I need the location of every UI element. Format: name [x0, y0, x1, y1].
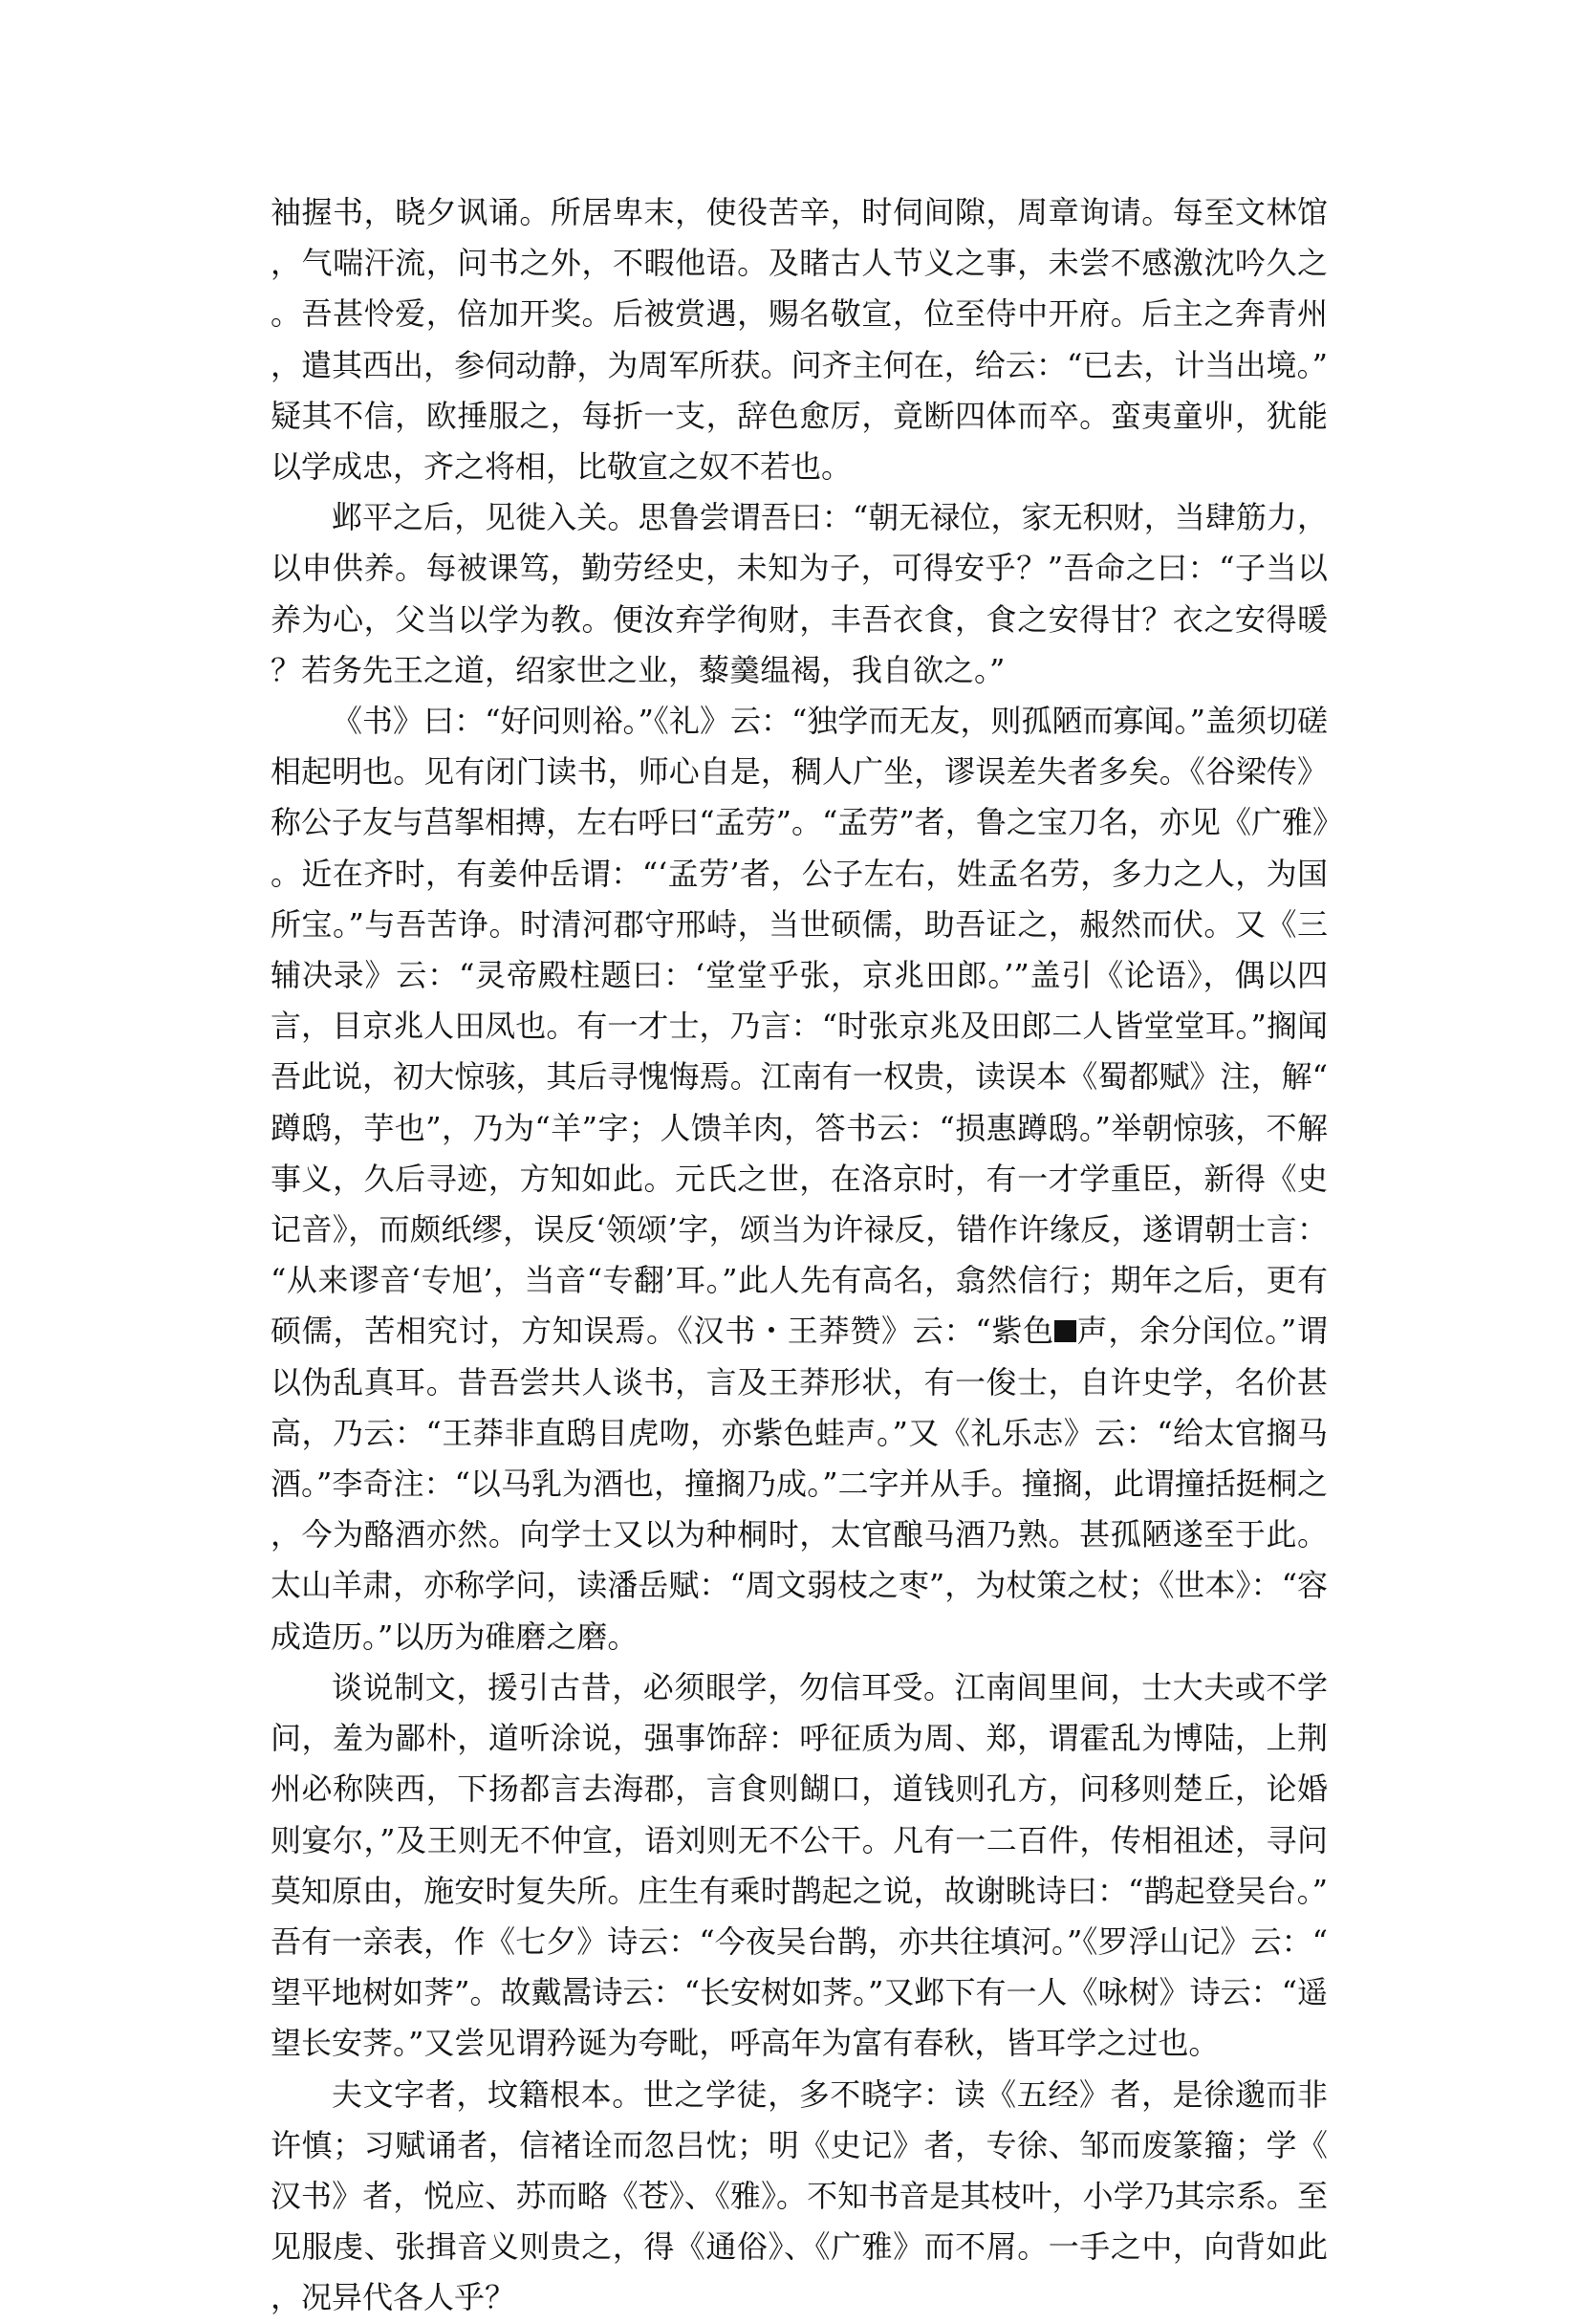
paragraph-1: 袖握书，晓夕讽诵。所居卑末，使役苦辛，时伺间隙，周章询请。每至文林馆，气喘汗流，问书之外，不暇他语。及睹古人节义之事，未尝不感激沈吟久之。吾甚怜爱，倍加开奖。后被赏遇，赐名敬宣，位至侍中开府。后主之奔青州，遣其西出，参伺动静，为周军所获。问齐主何在，给云：“已去，计当出境。”疑其不信，欧捶服之，每折一支，辞色愈厉，竟断四体而卒。蛮夷童丱，犹能以学成忠，齐之将相，比敬宣之奴不若也。 [271, 194, 1328, 486]
paragraph-3-text-after: 声，余分闰位。”谓以伪乱真耳。昔吾尝共人谈书，言及王莽形状，有一俊士，自许史学，名价甚高，乃云：“王莽非直鸱目虎吻，亦紫色蛙声。”又《礼乐志》云：“给太官搁马酒。”李奇注：“以马乳为酒也，撞搁乃成。”二字并从手。撞搁，此谓撞括挺桐之，今为酪酒亦然。向学士又以为种桐时，太官酿马酒乃熟。甚孤陋遂至于此。太山羊肃，亦称学问，读潘岳赋：“周文弱枝之枣”，为杖策之杖；《世本》：“容成造历。”以历为碓磨之磨。 [271, 1313, 1328, 1655]
paragraph-3 [271, 696, 1328, 1662]
document-page [271, 187, 1328, 2324]
paragraph-2: 邺平之后，见徙入关。思鲁尝谓吾曰：“朝无禄位，家无积财，当肆筋力，以申供养。每被课笃，勤劳经史，未知为子，可得安乎？”吾命之曰：“子当以养为心，父当以学为教。便汝弃学徇财，丰吾衣食，食之安得甘？衣之安得暖？若务先王之道，绍家世之业，藜羹缊褐，我自欲之。” [271, 499, 1328, 688]
paragraph-4: 谈说制文，援引古昔，必须眼学，勿信耳受。江南闾里间，士大夫或不学问，羞为鄙朴，道听涂说，强事饰辞：呼征质为周、郑，谓霍乱为博陆，上荆州必称陕西，下扬都言去海郡，言食则餬口，道钱则孔方，问移则楚丘，论婚则宴尔，”及王则无不仲宣，语刘则无不公干。凡有一二百件，传相祖述，寻问莫知原由，施安时复失所。庄生有乘时鹊起之说，故谢眺诗曰：“鹊起登吴台。”吾有一亲表，作《七夕》诗云：“今夜吴台鹊，亦共往填河。”《罗浮山记》云：“望平地树如荠”。故戴暠诗云：“长安树如荠。”又邺下有一人《咏树》诗云：“遥望长安荠。”又尝见谓矜诞为夸毗，呼高年为富有春秋，皆耳学之过也。 [271, 1668, 1328, 2062]
missing-character-block [1054, 1320, 1076, 1342]
paragraph-3-text-before: 《书》曰：“好问则裕。”《礼》云：“独学而无友，则孤陋而寡闻。”盖须切磋相起明也。见有闭门读书，师心自是，稠人广坐，谬误差失者多矣。《谷梁传》称公子友与莒挐相搏，左右呼曰“孟劳”。“孟劳”者，鲁之宝刀名，亦见《广雅》。近在齐时，有姜仲岳谓：“‘孟劳’者，公子左右，姓孟名劳，多力之人，为国所宝。”与吾苦诤。时清河郡守邢峙，当世硕儒，助吾证之，赧然而伏。又《三辅决录》云：“灵帝殿柱题曰：‘堂堂乎张，京兆田郎。’”盖引《论语》，偶以四言，目京兆人田凤也。有一才士，乃言：“时张京兆及田郎二人皆堂堂耳。”搁闻吾此说，初大惊骇，其后寻愧悔焉。江南有一权贵，读误本《蜀都赋》注，解“蹲鸱，芋也”，乃为“羊”字；人馈羊肉，答书云：“损惠蹲鸱。”举朝惊骇，不解事义，久后寻迹，方知如此。元氏之世，在洛京时，有一才学重臣，新得《史记音》，而颇纸缪，误反‘领颂’字，颂当为许禄反，错作许缘反，遂谓朝士言：“从来谬音‘专旭’，当音“专翻’耳。”此人先有高名，翕然信行；期年之后，更有硕儒，苦相究讨，方知误焉。《汉书・王莽赞》云：“紫色 [271, 703, 1328, 1350]
paragraph-5: 夫文字者，坟籍根本。世之学徒，多不晓字：读《五经》者，是徐邈而非许慎；习赋诵者，信褚诠而忽吕忱；明《史记》者，专徐、邹而废篆籀；学《汉书》者，悦应、苏而略《苍》、《雅》。不知书音是其枝叶，小学乃其宗系。至见服虔、张揖音义则贵之，得《通俗》、《广雅》而不屑。一手之中，向背如此，况异代各人乎？ [271, 2075, 1328, 2316]
